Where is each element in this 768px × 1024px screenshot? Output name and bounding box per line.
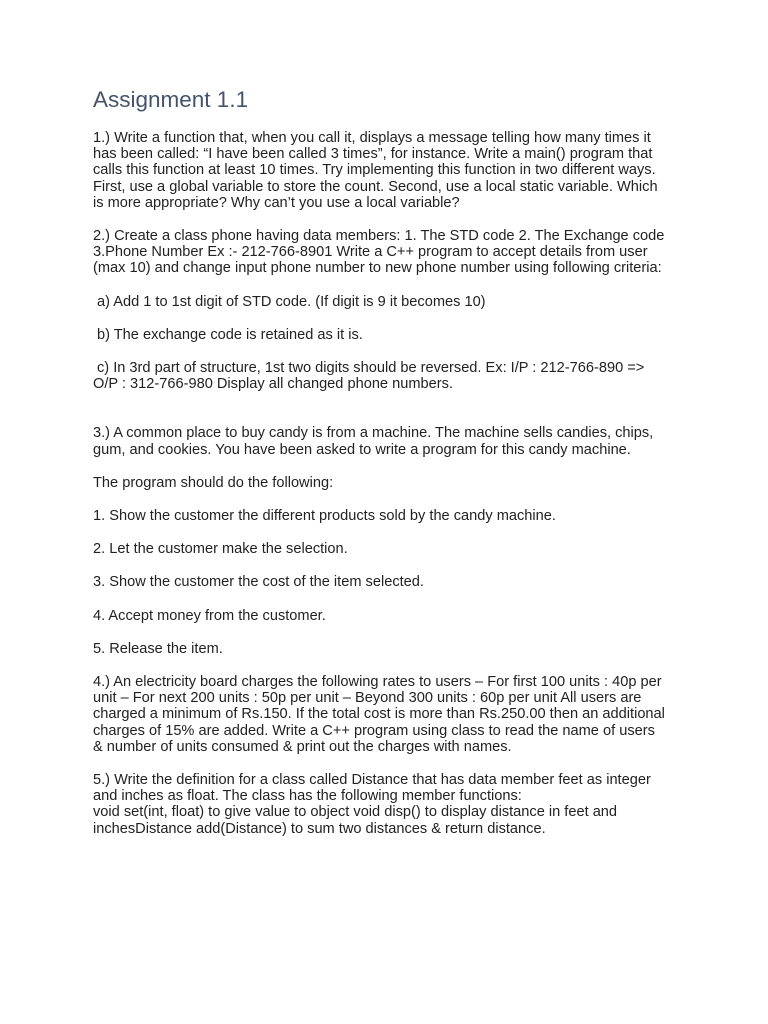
question-3-intro	[93, 425, 693, 457]
question-2-criterion-c-line: c) In 3rd part of structure, 1st two digits should be reversed. Ex: I/P : 212-766-890 =>	[97, 360, 645, 377]
question-1-line: First, use a global variable to store the count. Second, use a local static variable. Which	[93, 178, 658, 195]
question-1	[93, 130, 693, 211]
question-5-line: 5.) Write the definition for a class called Distance that has data member feet as integer	[93, 772, 651, 789]
question-4-line: unit – For next 200 units : 50p per unit – Beyond 300 units : 60p per unit All users are	[93, 690, 642, 707]
question-4	[93, 674, 693, 755]
question-2-criterion-c	[93, 360, 693, 392]
question-1-line: 1.) Write a function that, when you call it, displays a message telling how many times it	[93, 130, 651, 146]
document-page	[93, 86, 693, 854]
question-5-line: inchesDistance add(Distance) to sum two distances & return distance.	[93, 820, 546, 837]
question-1-line: is more appropriate? Why can’t you use a local variable?	[93, 194, 460, 211]
question-3-step: 1. Show the customer the different products sold by the candy machine.	[93, 508, 556, 525]
question-3-step: 4. Accept money from the customer.	[93, 607, 326, 624]
question-5-line: and inches as float. The class has the following member functions:	[93, 788, 522, 805]
question-1-line: calls this function at least 10 times. Try implementing this function in two different ways.	[93, 162, 656, 179]
page-title: Assignment 1.1	[93, 87, 249, 112]
question-3-step: 5. Release the item.	[93, 640, 223, 657]
question-2-criterion-b: b) The exchange code is retained as it is.	[97, 326, 363, 343]
question-2-intro	[93, 228, 693, 277]
question-1-line: has been called: “I have been called 3 times”, for instance. Write a main() program that	[93, 146, 653, 163]
question-2-criterion-c-line: O/P : 312-766-980 Display all changed phone numbers.	[93, 376, 453, 393]
question-3-line: 3.) A common place to buy candy is from a machine. The machine sells candies, chips,	[93, 425, 654, 442]
question-3-step: 2. Let the customer make the selection.	[93, 541, 348, 558]
question-4-line: charged a minimum of Rs.150. If the total cost is more than Rs.250.00 then an additional	[93, 706, 665, 723]
question-4-line: 4.) An electricity board charges the following rates to users – For first 100 units : 40p per	[93, 674, 662, 691]
question-5	[93, 772, 693, 837]
question-3-line: gum, and cookies. You have been asked to write a program for this candy machine.	[93, 441, 631, 458]
question-4-line: & number of units consumed & print out the charges with names.	[93, 738, 512, 755]
question-3-step: 3. Show the customer the cost of the item selected.	[93, 574, 424, 591]
question-2-line: 3.Phone Number Ex :- 212-766-8901 Write a C++ program to accept details from user	[93, 244, 648, 261]
question-2-line: 2.) Create a class phone having data members: 1. The STD code 2. The Exchange code	[93, 228, 665, 245]
question-2-criterion-a: a) Add 1 to 1st digit of STD code. (If digit is 9 it becomes 10)	[97, 293, 486, 310]
question-2-line: (max 10) and change input phone number to new phone number using following criteria:	[93, 260, 662, 277]
question-5-line: void set(int, float) to give value to object void disp() to display distance in feet and	[93, 804, 618, 821]
question-3-lead: The program should do the following:	[93, 474, 334, 491]
question-4-line: charges of 15% are added. Write a C++ program using class to read the name of users	[93, 722, 655, 739]
